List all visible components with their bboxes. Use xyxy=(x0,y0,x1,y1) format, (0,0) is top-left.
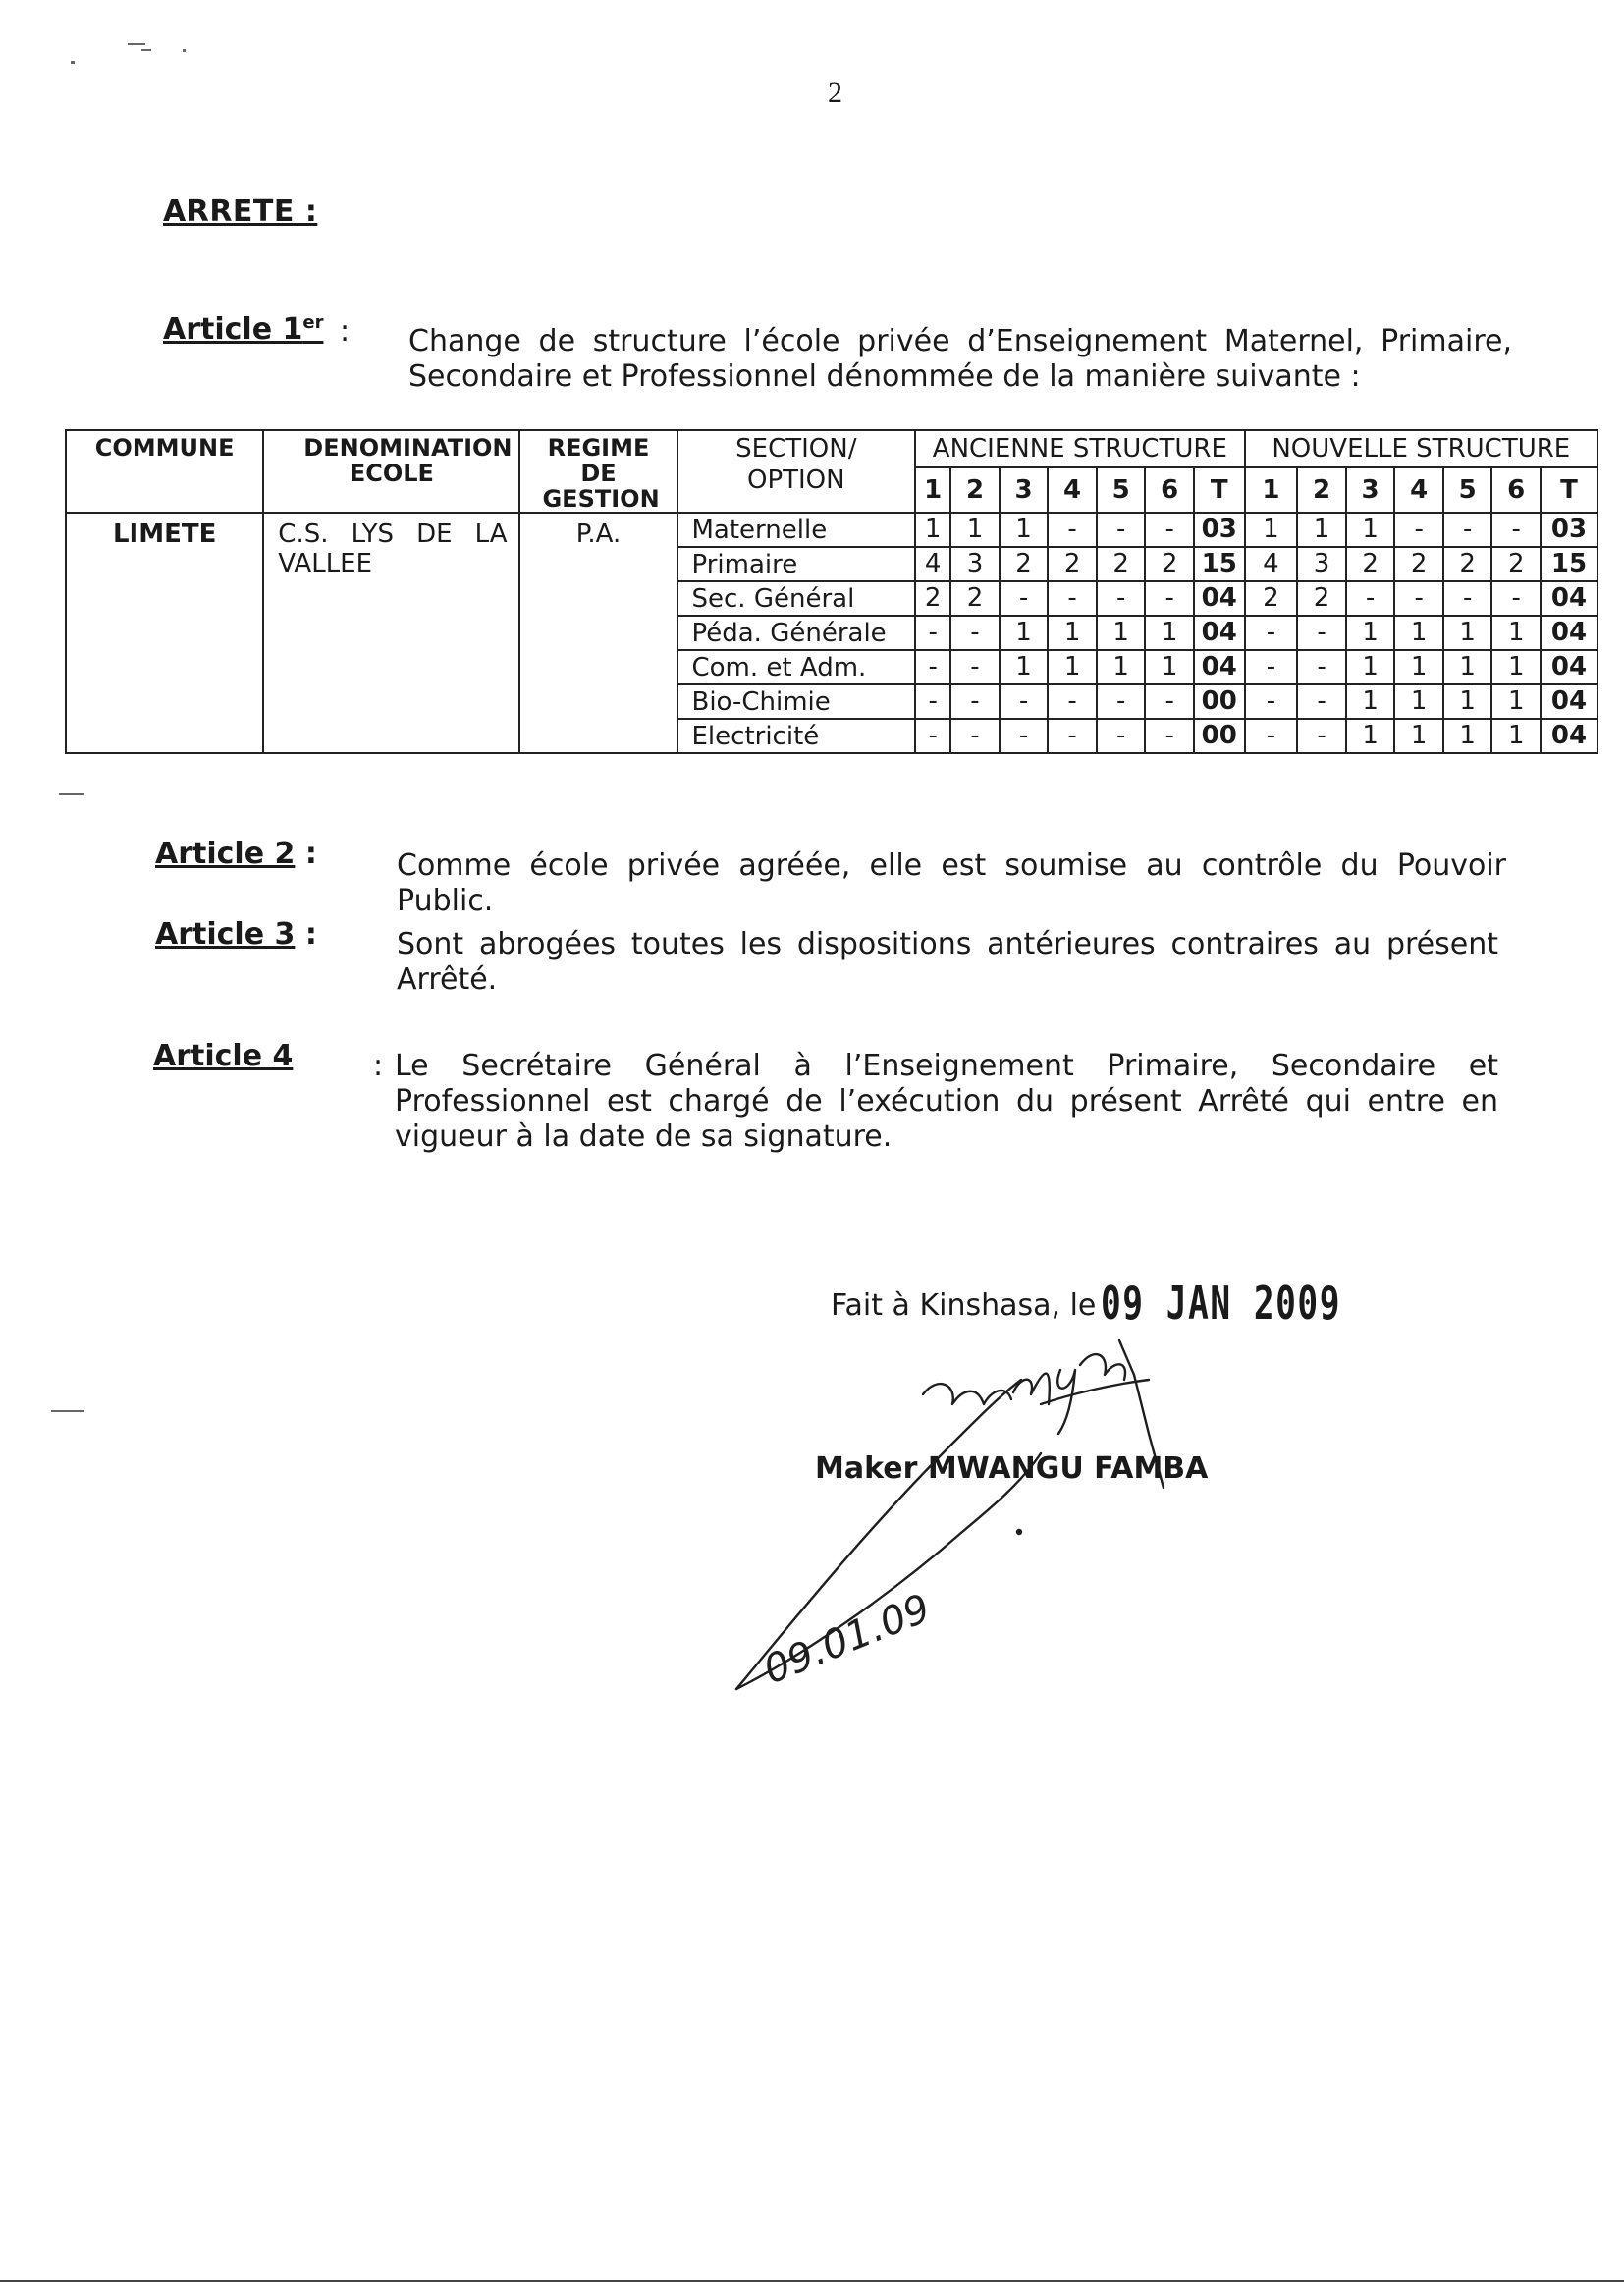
nouvelle-value-cell: 1 xyxy=(1443,650,1492,684)
ancienne-value-cell: 04 xyxy=(1194,616,1245,650)
nouvelle-value-cell: 04 xyxy=(1541,650,1597,684)
ancienne-value-cell: - xyxy=(1097,581,1146,616)
scan-speck xyxy=(71,61,75,64)
ancienne-value-cell: 2 xyxy=(1000,547,1049,581)
scan-speck xyxy=(59,793,84,795)
regime-value: P.A. xyxy=(519,513,677,753)
ancienne-value-cell: 00 xyxy=(1194,684,1245,719)
option-cell: Maternelle xyxy=(677,513,916,547)
ancienne-value-cell: 00 xyxy=(1194,719,1245,753)
article-3-label: Article 3 : xyxy=(155,917,317,952)
nouvelle-value-cell: - xyxy=(1394,581,1443,616)
nouvelle-value-cell: 2 xyxy=(1297,581,1346,616)
nouvelle-value-cell: - xyxy=(1491,513,1541,547)
header-regime: REGIME DE GESTION xyxy=(519,430,677,513)
ancienne-value-cell: 2 xyxy=(1097,547,1146,581)
ancienne-value-cell: 1 xyxy=(950,513,1000,547)
ancienne-value-cell: - xyxy=(1000,719,1049,753)
svg-text:09.01.09: 09.01.09 xyxy=(757,1585,937,1694)
nouvelle-value-cell: - xyxy=(1346,581,1395,616)
nouvelle-value-cell: 2 xyxy=(1346,547,1395,581)
ancienne-value-cell: - xyxy=(1145,581,1194,616)
ancienne-value-cell: 1 xyxy=(1097,650,1146,684)
scan-speck xyxy=(128,43,145,45)
ancienne-value-cell: - xyxy=(1048,581,1097,616)
nouvelle-value-cell: - xyxy=(1245,684,1298,719)
option-cell: Electricité xyxy=(677,719,916,753)
ancienne-value-cell: - xyxy=(1048,719,1097,753)
nouvelle-value-cell: - xyxy=(1443,581,1492,616)
option-cell: Sec. Général xyxy=(677,581,916,616)
article-3-text: Sont abrogées toutes les dispositions antérieures contraires au présent Arrêté. xyxy=(397,927,1498,997)
nouvelle-value-cell: - xyxy=(1297,650,1346,684)
ancienne-value-cell: 2 xyxy=(1145,547,1194,581)
option-cell: Péda. Générale xyxy=(677,616,916,650)
nouvelle-value-cell: 04 xyxy=(1541,581,1597,616)
nouvelle-value-cell: 1 xyxy=(1394,616,1443,650)
option-cell: Primaire xyxy=(677,547,916,581)
nouvelle-value-cell: 1 xyxy=(1491,650,1541,684)
ancienne-value-cell: - xyxy=(1000,581,1049,616)
ancienne-value-cell: 4 xyxy=(915,547,950,581)
nouvelle-value-cell: 1 xyxy=(1346,650,1395,684)
ancienne-value-cell: 04 xyxy=(1194,581,1245,616)
header-anc-col-1: 1 xyxy=(915,467,950,513)
bottom-border xyxy=(0,2280,1624,2282)
article-1-label: Article 1er xyxy=(163,312,324,347)
scan-speck xyxy=(51,1410,84,1412)
nouvelle-value-cell: - xyxy=(1245,616,1298,650)
header-nouvelle-structure: NOUVELLE STRUCTURE xyxy=(1245,430,1597,467)
nouvelle-value-cell: 2 xyxy=(1443,547,1492,581)
decree-heading: ARRETE : xyxy=(163,194,318,229)
ancienne-value-cell: - xyxy=(950,616,1000,650)
ancienne-value-cell: 1 xyxy=(1097,616,1146,650)
ancienne-value-cell: 1 xyxy=(1000,513,1049,547)
ancienne-value-cell: 3 xyxy=(950,547,1000,581)
nouvelle-value-cell: 03 xyxy=(1541,513,1597,547)
ancienne-value-cell: - xyxy=(1000,684,1049,719)
nouvelle-value-cell: 1 xyxy=(1297,513,1346,547)
ancienne-value-cell: - xyxy=(1145,513,1194,547)
ancienne-value-cell: - xyxy=(1048,513,1097,547)
ancienne-value-cell: - xyxy=(915,719,950,753)
denomination-value: C.S. LYS DE LA VALLEE xyxy=(263,513,519,753)
article-1-colon: : xyxy=(340,314,351,349)
ancienne-value-cell: - xyxy=(950,650,1000,684)
nouvelle-value-cell: 1 xyxy=(1443,719,1492,753)
nouvelle-value-cell: - xyxy=(1245,719,1298,753)
nouvelle-value-cell: 1 xyxy=(1346,616,1395,650)
header-anc-col-4: 4 xyxy=(1048,467,1097,513)
ancienne-value-cell: 1 xyxy=(1145,650,1194,684)
ancienne-value-cell: 1 xyxy=(1048,616,1097,650)
option-cell: Bio-Chimie xyxy=(677,684,916,719)
nouvelle-value-cell: 2 xyxy=(1394,547,1443,581)
ancienne-value-cell: 1 xyxy=(1000,650,1049,684)
nouvelle-value-cell: - xyxy=(1297,719,1346,753)
nouvelle-value-cell: 1 xyxy=(1346,684,1395,719)
handwritten-signature xyxy=(727,1336,1276,1728)
header-anc-col-t: T xyxy=(1194,467,1245,513)
nouvelle-value-cell: - xyxy=(1297,616,1346,650)
ancienne-value-cell: 1 xyxy=(1048,650,1097,684)
page-number: 2 xyxy=(828,77,842,109)
header-ancienne-structure: ANCIENNE STRUCTURE xyxy=(915,430,1245,467)
nouvelle-value-cell: 1 xyxy=(1394,650,1443,684)
nouvelle-value-cell: 4 xyxy=(1245,547,1298,581)
header-anc-col-6: 6 xyxy=(1145,467,1194,513)
signer-name: Maker MWANGU FAMBA xyxy=(815,1451,1209,1486)
nouvelle-value-cell: 1 xyxy=(1443,684,1492,719)
article-1-text: Change de structure l’école privée d’Enseignement Maternel, Primaire, Secondaire et Professionnel dénommée de la manière suivante : xyxy=(408,324,1512,394)
header-nouv-col-t: T xyxy=(1541,467,1597,513)
ancienne-value-cell: - xyxy=(1048,684,1097,719)
ancienne-value-cell: 1 xyxy=(1145,616,1194,650)
nouvelle-value-cell: 2 xyxy=(1491,547,1541,581)
header-anc-col-3: 3 xyxy=(1000,467,1049,513)
nouvelle-value-cell: 2 xyxy=(1245,581,1298,616)
header-nouv-col-4: 4 xyxy=(1394,467,1443,513)
ancienne-value-cell: 03 xyxy=(1194,513,1245,547)
ancienne-value-cell: 1 xyxy=(1000,616,1049,650)
header-anc-col-5: 5 xyxy=(1097,467,1146,513)
table-row xyxy=(66,513,1597,547)
nouvelle-value-cell: 1 xyxy=(1443,616,1492,650)
ancienne-value-cell: 04 xyxy=(1194,650,1245,684)
header-section: SECTION/ OPTION xyxy=(677,430,916,513)
structure-table xyxy=(65,429,1598,754)
header-nouv-col-6: 6 xyxy=(1491,467,1541,513)
nouvelle-value-cell: 15 xyxy=(1541,547,1597,581)
nouvelle-value-cell: 04 xyxy=(1541,684,1597,719)
ancienne-value-cell: - xyxy=(1097,684,1146,719)
ancienne-value-cell: - xyxy=(915,684,950,719)
article-4-label: Article 4 xyxy=(153,1039,294,1073)
ancienne-value-cell: 2 xyxy=(950,581,1000,616)
nouvelle-value-cell: 04 xyxy=(1541,719,1597,753)
ancienne-value-cell: - xyxy=(1145,684,1194,719)
scan-speck xyxy=(141,49,151,51)
nouvelle-value-cell: 1 xyxy=(1491,684,1541,719)
nouvelle-value-cell: 1 xyxy=(1491,616,1541,650)
nouvelle-value-cell: - xyxy=(1394,513,1443,547)
nouvelle-value-cell: 1 xyxy=(1346,513,1395,547)
ancienne-value-cell: - xyxy=(1097,719,1146,753)
ancienne-value-cell: 2 xyxy=(915,581,950,616)
nouvelle-value-cell: 1 xyxy=(1394,719,1443,753)
place-date-label: Fait à Kinshasa, le xyxy=(831,1288,1097,1323)
header-nouv-col-3: 3 xyxy=(1346,467,1395,513)
ancienne-value-cell: - xyxy=(915,650,950,684)
article-4-text: Le Secrétaire Général à l’Enseignement Primaire, Secondaire et Professionnel est chargé de l’exécution du présent Arrêté qui entre en vigueur à la date de sa signature. xyxy=(395,1049,1498,1154)
nouvelle-value-cell: - xyxy=(1491,581,1541,616)
article-2-label: Article 2 : xyxy=(155,837,317,871)
header-anc-col-2: 2 xyxy=(950,467,1000,513)
nouvelle-value-cell: 1 xyxy=(1491,719,1541,753)
ancienne-value-cell: - xyxy=(950,684,1000,719)
nouvelle-value-cell: - xyxy=(1443,513,1492,547)
nouvelle-value-cell: - xyxy=(1245,650,1298,684)
article-4-colon: : xyxy=(373,1049,384,1083)
ancienne-value-cell: 1 xyxy=(915,513,950,547)
article-2-text: Comme école privée agréée, elle est soumise au contrôle du Pouvoir Public. xyxy=(397,848,1506,918)
nouvelle-value-cell: 1 xyxy=(1394,684,1443,719)
ancienne-value-cell: 15 xyxy=(1194,547,1245,581)
header-denomination: DENOMINATION ECOLE xyxy=(263,430,519,513)
nouvelle-value-cell: 3 xyxy=(1297,547,1346,581)
commune-value: LIMETE xyxy=(66,513,263,753)
ancienne-value-cell: - xyxy=(1097,513,1146,547)
date-stamp: 09 JAN 2009 xyxy=(1101,1277,1341,1330)
header-commune: COMMUNE xyxy=(66,430,263,513)
nouvelle-value-cell: 04 xyxy=(1541,616,1597,650)
ancienne-value-cell: - xyxy=(915,616,950,650)
header-nouv-col-1: 1 xyxy=(1245,467,1298,513)
ancienne-value-cell: - xyxy=(1145,719,1194,753)
ancienne-value-cell: 2 xyxy=(1048,547,1097,581)
nouvelle-value-cell: 1 xyxy=(1245,513,1298,547)
nouvelle-value-cell: 1 xyxy=(1346,719,1395,753)
ancienne-value-cell: - xyxy=(950,719,1000,753)
option-cell: Com. et Adm. xyxy=(677,650,916,684)
scan-speck xyxy=(183,49,186,52)
nouvelle-value-cell: - xyxy=(1297,684,1346,719)
header-nouv-col-2: 2 xyxy=(1297,467,1346,513)
header-nouv-col-5: 5 xyxy=(1443,467,1492,513)
